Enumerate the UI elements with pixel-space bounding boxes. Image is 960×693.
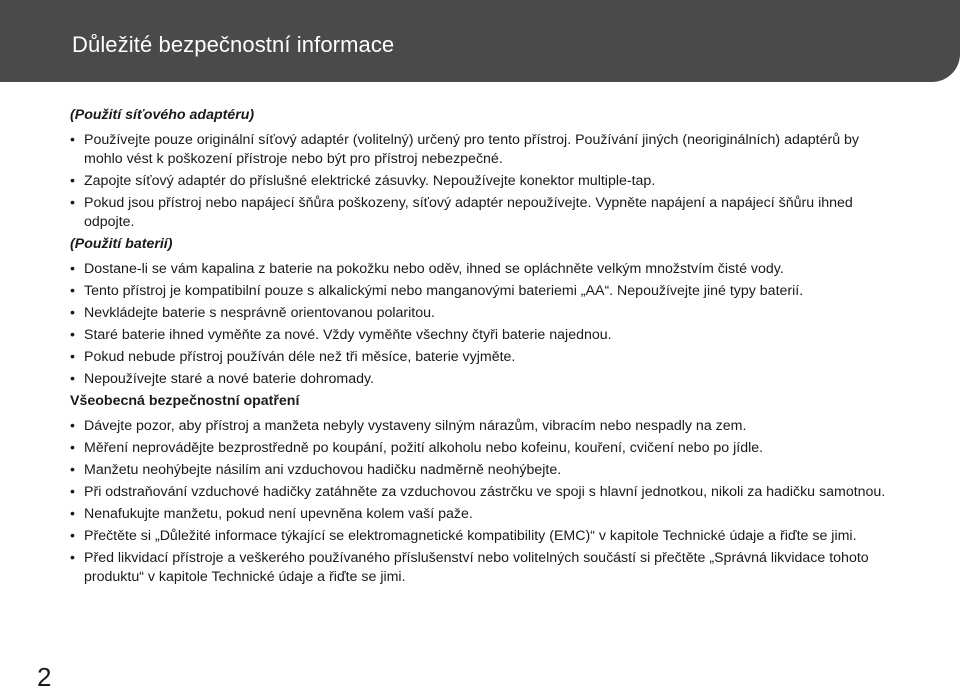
list-item: • Nepoužívejte staré a nové baterie dohromady.: [70, 370, 900, 389]
list-item: • Při odstraňování vzduchové hadičky zatáhněte za vzduchovou zástrčku ve spoji s hlavní jednotkou, nikoli za hadičku samotnou.: [70, 483, 900, 502]
list-item: • Zapojte síťový adaptér do příslušné elektrické zásuvky. Nepoužívejte konektor multiple-tap.: [70, 172, 900, 191]
bullet-list: [70, 417, 900, 587]
bullet-list: [70, 131, 900, 232]
header-bar: [0, 0, 960, 82]
list-item: • Nenafukujte manžetu, pokud není upevněna kolem vaší paže.: [70, 505, 900, 524]
list-item: • Staré baterie ihned vyměňte za nové. Vždy vyměňte všechny čtyři baterie najednou.: [70, 326, 900, 345]
section-heading: (Použití síťového adaptéru): [70, 107, 255, 123]
list-item: • Nevkládejte baterie s nesprávně orientovanou polaritou.: [70, 304, 900, 323]
list-item: • Pokud jsou přístroj nebo napájecí šňůra poškozeny, síťový adaptér nepoužívejte. Vypněte napájení a napájecí šňůru ihned odpojte.: [70, 194, 900, 232]
bullet-list: [70, 260, 900, 389]
list-item: • Dostane-li se vám kapalina z baterie na pokožku nebo oděv, ihned se opláchněte velkým množstvím čisté vody.: [70, 260, 900, 279]
list-item: • Dávejte pozor, aby přístroj a manžeta nebyly vystaveny silným nárazům, vibracím nebo nespadly na zem.: [70, 417, 900, 436]
list-item: • Přečtěte si „Důležité informace týkající se elektromagnetické kompatibility (EMC)“ v kapitole Technické údaje a řiďte se jimi.: [70, 527, 900, 546]
section-general-precautions: [70, 392, 900, 587]
section-heading: (Použití baterií): [70, 236, 173, 252]
page-number: 2: [37, 662, 52, 692]
list-item: • Měření neprovádějte bezprostředně po koupání, požití alkoholu nebo kofeinu, kouření, cvičení nebo po jídle.: [70, 439, 900, 458]
list-item: • Pokud nebude přístroj používán déle než tři měsíce, baterie vyjměte.: [70, 348, 900, 367]
section-adapter: [70, 106, 900, 232]
document-body: [70, 106, 900, 590]
list-item: • Používejte pouze originální síťový adaptér (volitelný) určený pro tento přístroj. Používání jiných (neoriginálních) adaptérů by mohlo vést k poškození přístroje nebo být pro přístroj nebezpečné.: [70, 131, 900, 169]
section-heading: Všeobecná bezpečnostní opatření: [70, 393, 300, 409]
section-batteries: [70, 235, 900, 389]
list-item: • Manžetu neohýbejte násilím ani vzduchovou hadičku nadměrně neohýbejte.: [70, 461, 900, 480]
page-title: Důležité bezpečnostní informace: [72, 32, 395, 57]
list-item: • Před likvidací přístroje a veškerého používaného příslušenství nebo volitelných součástí si přečtěte „Správná likvidace tohoto produktu“ v kapitole Technické údaje a řiďte se jimi.: [70, 549, 900, 587]
list-item: • Tento přístroj je kompatibilní pouze s alkalickými nebo manganovými bateriemi „AA“. Nepoužívejte jiné typy baterií.: [70, 282, 900, 301]
